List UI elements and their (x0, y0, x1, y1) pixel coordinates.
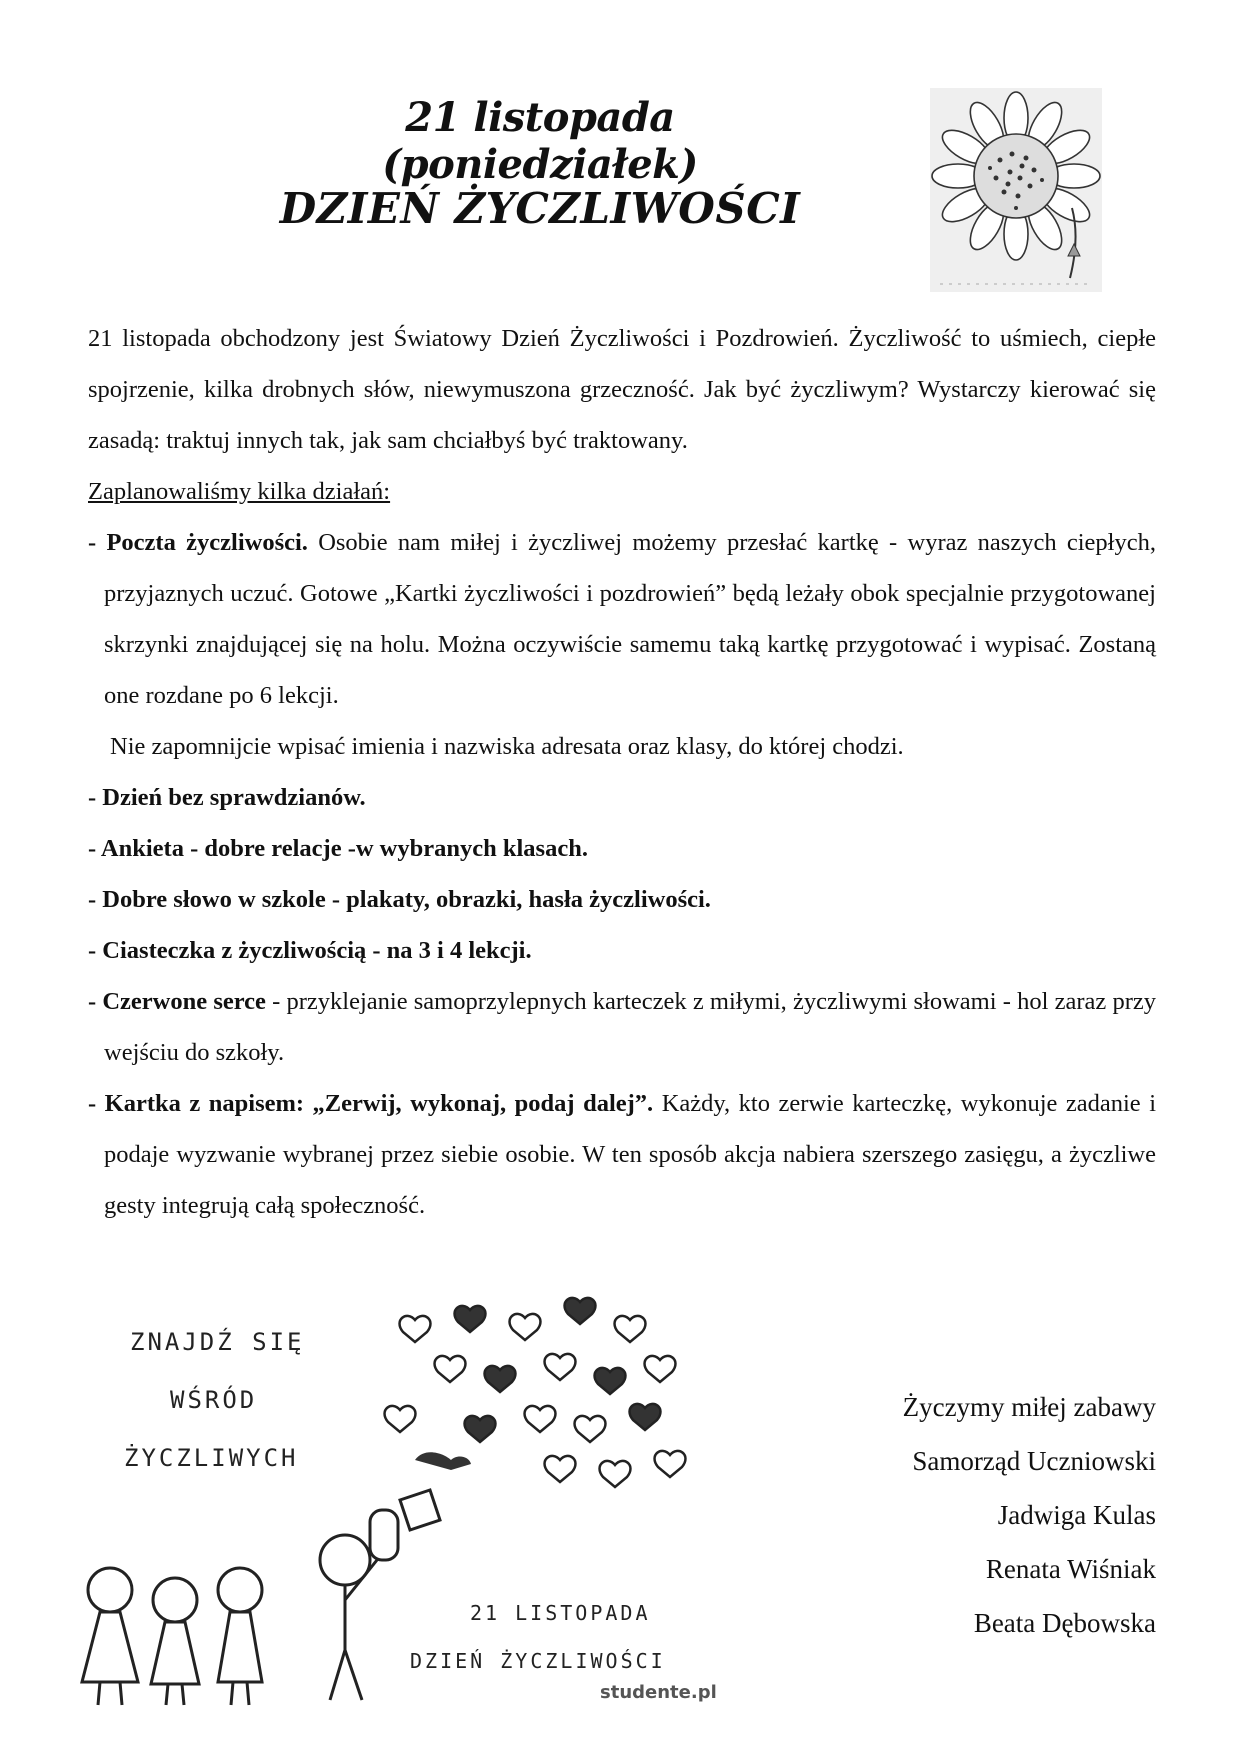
signoff-name-3: Beata Dębowska (973, 1608, 1156, 1638)
list-item-cookies: - Ciasteczka z życzliwością - na 3 i 4 lekcji. (88, 937, 532, 964)
list-item-poczta: - Poczta życzliwości. Osobie nam miłej i życzliwej możemy przesłać kartkę - wyraz naszych ciepłych, przyjaznych uczuć. Gotowe „Kartki życzliwości i pozdrowień” będą leżały obok specjalnie przygotowanej skrzynki znajdującej się na holu. Można oczywiście samemu taką kartkę przygotować i wypisać. Zostaną one rozdane po 6 lekcji. (88, 529, 1156, 709)
list-item-card: - Kartka z napisem: „Zerwij, wykonaj, podaj dalej”. Każdy, kto zerwie karteczkę, wykonuje zadanie i podaje wyzwanie wybranej przez siebie osobie. W ten sposób akcja nabiera szerszego zasięgu, a życzliwe gesty integrują całą społeczność. (88, 1090, 1156, 1219)
signoff (903, 1380, 1156, 1650)
slogan-line-3: ŻYCZLIWYCH (124, 1444, 299, 1472)
date-heading: 21 listopada (poniedziałek) (382, 94, 698, 188)
signoff-wish: Życzymy miłej zabawy (902, 1392, 1156, 1422)
page-title: DZIEŃ ŻYCZLIWOŚCI (279, 184, 801, 233)
list-item-no-tests: - Dzień bez sprawdzianów. (88, 784, 366, 811)
watermark-logo: studente.pl (600, 1682, 717, 1703)
plan-heading: Zaplanowaliśmy kilka działań: (88, 478, 391, 505)
slogan-line-2: WŚRÓD (170, 1386, 258, 1414)
list-item-good-word: - Dobre słowo w szkole - plakaty, obrazki, hasła życzliwości. (88, 886, 711, 913)
sunflower-illustration (930, 88, 1102, 292)
kindness-illustration (70, 1290, 730, 1710)
slogan-line-1: ZNAJDŹ SIĘ (130, 1328, 305, 1356)
signoff-name-1: Jadwiga Kulas (997, 1500, 1156, 1530)
list-item-survey: - Ankieta - dobre relacje -w wybranych klasach. (88, 835, 588, 862)
illustration-date: 21 LISTOPADA (470, 1601, 651, 1625)
intro-paragraph: 21 listopada obchodzony jest Światowy Dzień Życzliwości i Pozdrowień. Życzliwość to uśmiech, ciepłe spojrzenie, kilka drobnych słów, niewymuszona grzeczność. Jak być życzliwym? Wystarczy kierować się zasadą: traktuj innych tak, jak sam chciałbyś być traktowany. (88, 325, 1156, 454)
list-item-reminder: Nie zapomnijcie wpisać imienia i nazwiska adresata oraz klasy, do której chodzi. (110, 733, 904, 760)
list-item-red-heart: - Czerwone serce - przyklejanie samoprzylepnych karteczek z miłymi, życzliwymi słowami - hol zaraz przy wejściu do szkoły. (88, 988, 1156, 1066)
signoff-name-2: Renata Wiśniak (985, 1554, 1156, 1584)
signoff-organization: Samorząd Uczniowski (912, 1446, 1156, 1476)
illustration-caption: DZIEŃ ŻYCZLIWOŚCI (410, 1649, 666, 1673)
